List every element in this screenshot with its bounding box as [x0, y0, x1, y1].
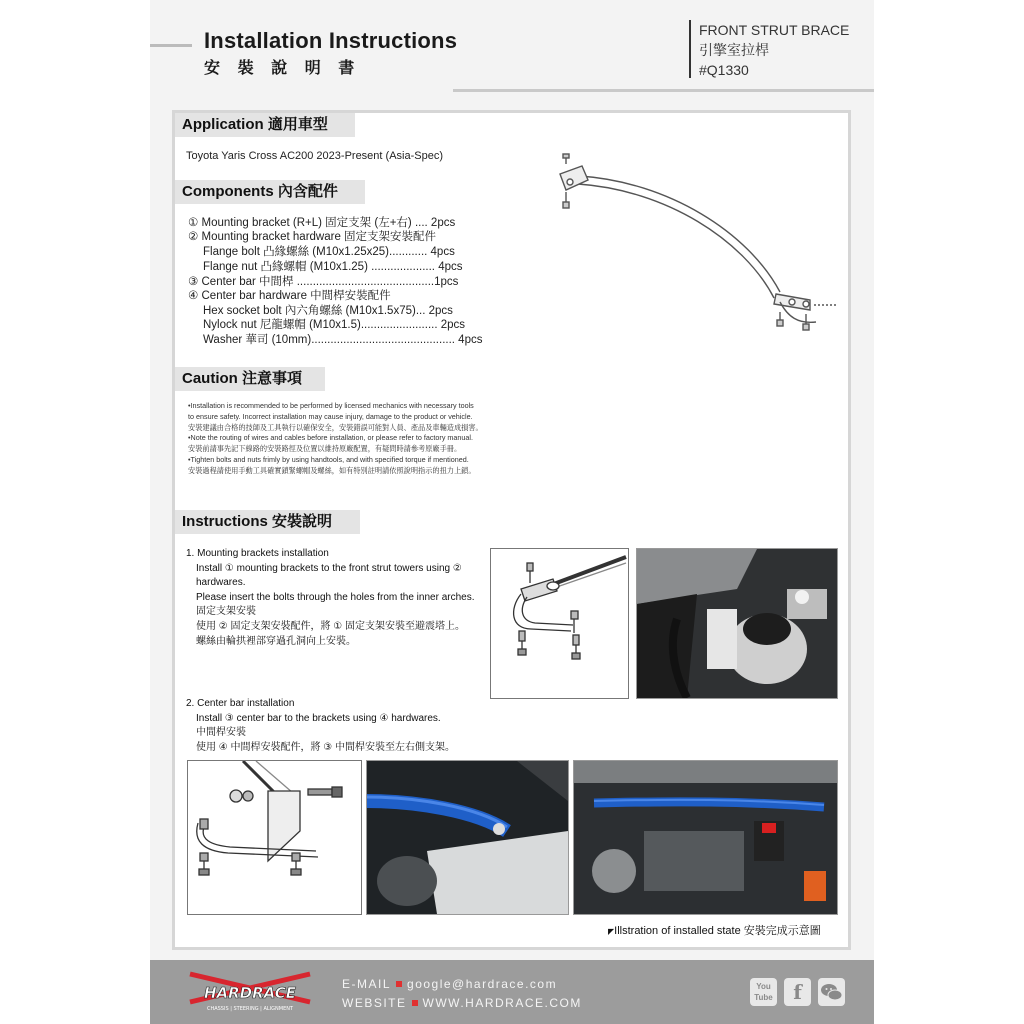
components-heading: Components 內含配件 [175, 180, 365, 204]
website-label: WEBSITE [342, 996, 407, 1010]
product-name: FRONT STRUT BRACE [699, 22, 850, 38]
website-line [342, 996, 582, 1010]
caution-line: •Note the routing of wires and cables before installation, or please refer to factory manual. [188, 433, 473, 443]
list-item: ② Mounting bracket hardware 固定支架安裝配件 [188, 231, 437, 243]
step1-line: Install ① mounting brackets to the front strut towers using ② [196, 562, 462, 574]
facebook-icon[interactable]: f [784, 978, 811, 1006]
caution-line: to ensure safety. Incorrect installation may cause injury, damage to the product or vehicle. [188, 411, 473, 421]
email-label: E-MAIL [342, 977, 392, 991]
installed-caption: ◤Illstration of installed state 安裝完成示意圖 [608, 925, 821, 937]
step1-line: hardwares. [196, 577, 246, 589]
step2-title: 2. Center bar installation [186, 698, 295, 709]
logo-tagline: CHASSIS | STEERING | ALIGNMENT [206, 1006, 294, 1012]
list-item: Flange bolt 凸緣螺絲 (M10x1.25x25)............ 4pcs [203, 246, 455, 258]
step1-line: 固定支架安裝 [196, 606, 256, 618]
wechat-icon[interactable] [818, 978, 845, 1006]
product-info [699, 20, 849, 80]
caution-heading: Caution 注意事項 [175, 367, 325, 391]
hardrace-logo [180, 968, 320, 1019]
list-item: ① Mounting bracket (R+L) 固定支架 (左+右) .... 2pcs [188, 217, 456, 229]
email-link[interactable]: google@hardrace.com [407, 977, 558, 991]
strut-brace-drawing [548, 152, 840, 337]
list-item: Hex socket bolt 內六角螺絲 (M10x1.5x75)... 2pcs [203, 305, 453, 317]
step2-text [186, 697, 455, 755]
document-subtitle: 安 裝 說 明 書 [204, 58, 361, 77]
step2-line: 使用 ④ 中間桿安裝配件，將 ③ 中間桿安裝至左右側支架。 [196, 741, 456, 753]
list-item: Nylock nut 尼龍螺帽 (M10x1.5)........................ 2pcs [203, 319, 466, 331]
caution-line: •Installation is recommended to be performed by licensed mechanics with necessary tools [188, 401, 474, 410]
installed-closeup-photo [366, 760, 569, 915]
step1-line: Please insert the bolts through the holes from the inner arches. [196, 591, 475, 603]
caution-line: 安裝前請事先記下線路的安裝路徑及位置以維持原廠配置，有疑問時請參考原廠手冊。 [188, 444, 462, 454]
caution-line: 安裝過程請使用手動工具確實鎖緊螺帽及螺絲，如有特別註明請依照說明指示的扭力上鎖。 [188, 465, 476, 475]
list-item: Flange nut 凸緣螺帽 (M10x1.25) .................... 4pcs [203, 261, 463, 273]
header-rule-left [150, 44, 192, 47]
website-link[interactable]: WWW.HARDRACE.COM [422, 996, 582, 1010]
list-item: ③ Center bar 中間桿 ...........................................1pcs [188, 276, 459, 288]
product-name-cn: 引擎室拉桿 [699, 42, 769, 58]
application-vehicle: Toyota Yaris Cross AC200 2023-Present (Asia-Spec) [186, 150, 443, 162]
part-number: #Q1330 [699, 62, 749, 78]
step2-line: 中間桿安裝 [196, 727, 246, 739]
list-item: Washer 華司 (10mm)............................................. 4pcs [203, 334, 483, 346]
document-title: Installation Instructions [204, 28, 458, 53]
header-rule-right [453, 89, 874, 92]
step1-title: 1. Mounting brackets installation [186, 548, 329, 559]
caution-line: 安裝建議由合格的技師及工具執行以確保安全，安裝錯誤可能對人員、產品及車輛造成損害。 [188, 422, 483, 432]
caution-text [188, 401, 558, 477]
logo-text: HARDRACE [203, 984, 297, 1002]
list-item: ④ Center bar hardware 中間桿安裝配件 [188, 290, 391, 302]
step1-line: 使用 ② 固定支架安裝配件，將 ① 固定支架安裝至避震塔上。 [196, 620, 466, 632]
step2-line: Install ③ center bar to the brackets using ④ hardwares. [196, 712, 441, 724]
step1-line: 螺絲由輪拱裡部穿過孔洞向上安裝。 [196, 635, 356, 647]
installed-overview-photo [573, 760, 838, 915]
bracket-photo [636, 548, 838, 699]
youtube-icon[interactable]: You Tube [750, 978, 777, 1006]
header-divider [689, 20, 691, 78]
email-line [342, 977, 557, 991]
application-heading: Application 適用車型 [175, 113, 355, 137]
bracket-diagram [490, 548, 629, 699]
caution-line: •Tighten bolts and nuts frimly by using handtools, and with specified torque if mentioned. [188, 454, 469, 464]
step1-text [186, 547, 475, 649]
instructions-heading: Instructions 安裝說明 [175, 510, 360, 534]
center-bar-diagram [187, 760, 362, 915]
